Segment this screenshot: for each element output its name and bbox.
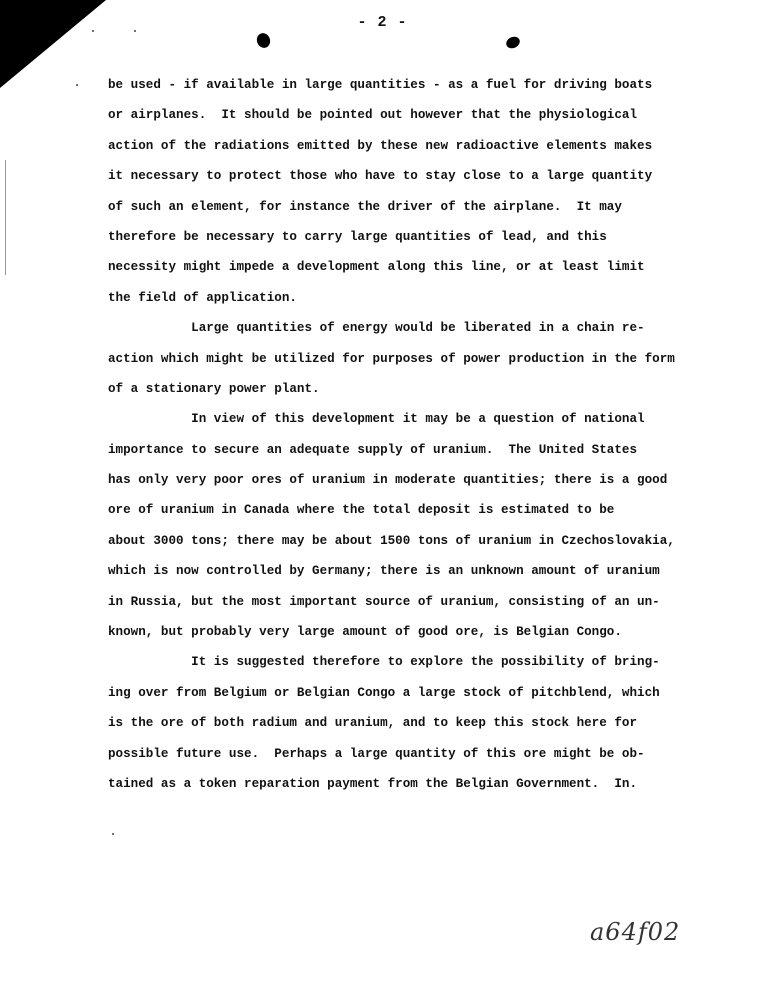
text-line: be used - if available in large quantities - as a fuel for driving boats — [108, 78, 653, 92]
paragraph — [108, 647, 693, 799]
text-line: of such an element, for instance the driver of the airplane. It may — [108, 199, 622, 214]
text-line: therefore be necessary to carry large quantities of lead, and this — [108, 229, 607, 244]
text-line: Large quantities of energy would be liberated in a chain re- — [108, 321, 645, 336]
text-line: tained as a token reparation payment from the Belgian Government. In. — [108, 776, 638, 791]
text-line: action of the radiations emitted by these new radioactive elements makes — [108, 138, 653, 153]
scan-speck — [112, 833, 114, 835]
paragraph — [108, 313, 693, 404]
paragraph — [108, 70, 693, 313]
text-line: or airplanes. It should be pointed out however that the physiological — [108, 108, 638, 123]
text-line: in Russia, but the most important source of uranium, consisting of an un- — [108, 594, 660, 609]
text-line: is the ore of both radium and uranium, and to keep this stock here for — [108, 716, 638, 731]
text-line: the field of application. — [108, 290, 297, 305]
page-number: - 2 - — [357, 14, 408, 31]
letter-body — [108, 70, 693, 799]
punch-hole-right — [504, 35, 521, 51]
text-line: it necessary to protect those who have to stay close to a large quantity — [108, 169, 653, 184]
punch-hole-left — [255, 31, 272, 50]
paragraph — [108, 404, 693, 647]
scan-speck — [76, 84, 78, 86]
text-line: In view of this development it may be a question of national — [108, 412, 645, 427]
text-line: necessity might impede a development along this line, or at least limit — [108, 260, 645, 275]
text-line: ing over from Belgium or Belgian Congo a large stock of pitchblend, which — [108, 685, 660, 700]
text-line: about 3000 tons; there may be about 1500 tons of uranium in Czechoslovakia, — [108, 533, 675, 548]
text-line: importance to secure an adequate supply of uranium. The United States — [108, 442, 638, 457]
text-line: of a stationary power plant. — [108, 381, 320, 396]
scan-speck — [134, 30, 136, 32]
text-line: has only very poor ores of uranium in moderate quantities; there is a good — [108, 473, 668, 488]
left-edge-mark — [5, 160, 6, 275]
text-line: possible future use. Perhaps a large quantity of this ore might be ob- — [108, 746, 645, 761]
handwritten-note: a64f02 — [590, 918, 681, 946]
text-line: which is now controlled by Germany; there is an unknown amount of uranium — [108, 564, 660, 579]
text-line: It is suggested therefore to explore the possibility of bring- — [108, 655, 660, 670]
text-line: action which might be utilized for purposes of power production in the form — [108, 351, 675, 366]
text-line: ore of uranium in Canada where the total deposit is estimated to be — [108, 503, 615, 518]
scan-speck — [92, 30, 94, 32]
text-line: known, but probably very large amount of good ore, is Belgian Congo. — [108, 625, 622, 640]
